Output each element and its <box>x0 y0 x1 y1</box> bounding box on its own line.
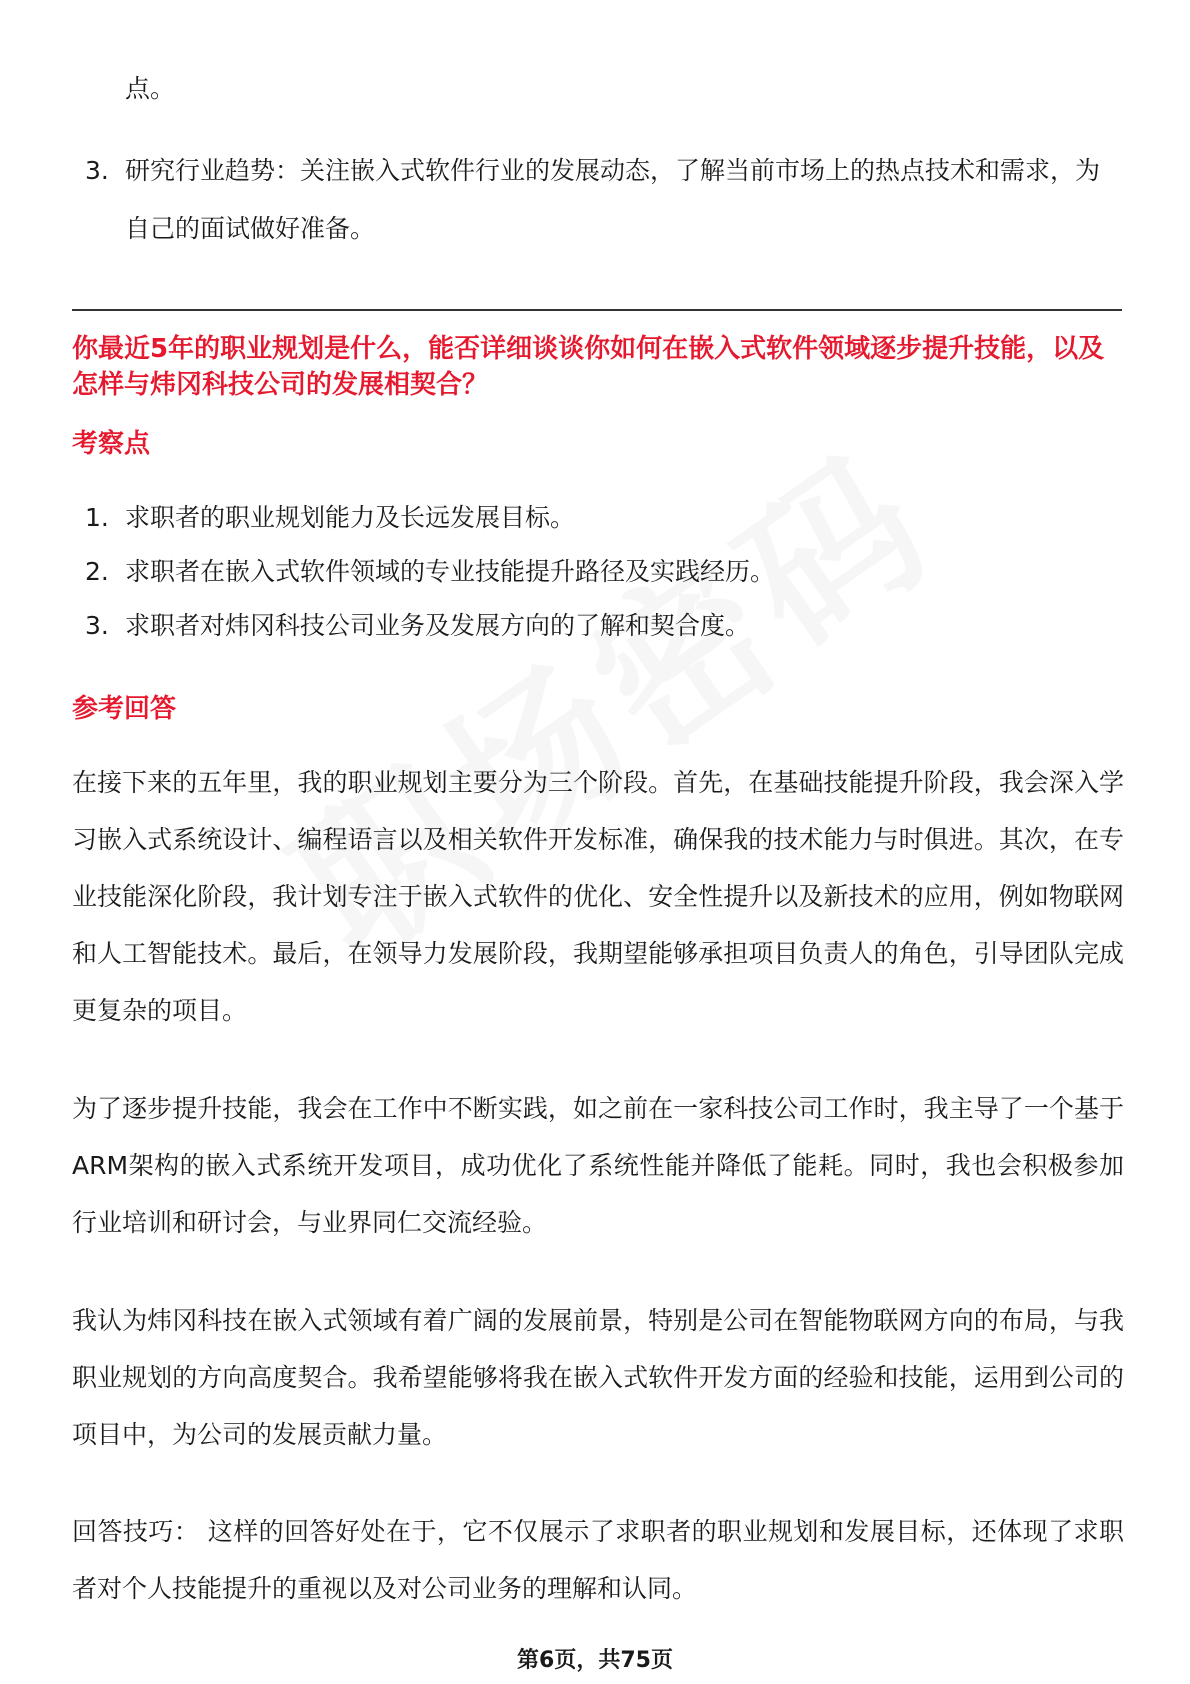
answer-heading: 参考回答 <box>72 694 177 724</box>
list-item-text: 研究行业趋势：关注嵌入式软件行业的发展动态，了解当前市场上的热点技术和需求，为自己的面试做好准备。 <box>125 156 1101 243</box>
list-item-text: 求职者对炜冈科技公司业务及发展方向的了解和契合度。 <box>125 611 751 640</box>
page-footer: 第6页，共75页 <box>517 1648 673 1673</box>
answer-paragraph: 我认为炜冈科技在嵌入式领域有着广阔的发展前景，特别是公司在智能物联网方向的布局，与我职业规划的方向高度契合。我希望能够将我在嵌入式软件开发方面的经验和技能，运用到公司的项目中，为公司的发展贡献力量。 <box>72 1306 1124 1449</box>
answer-paragraph: 为了逐步提升技能，我会在工作中不断实践，如之前在一家科技公司工作时，我主导了一个基于ARM架构的嵌入式系统开发项目，成功优化了系统性能并降低了能耗。同时，我也会积极参加行业培训和研讨会，与业界同仁交流经验。 <box>72 1094 1124 1237</box>
continuation-text: 点。 <box>125 74 176 103</box>
list-item <box>72 545 1122 599</box>
list-item-text: 求职者的职业规划能力及长远发展目标。 <box>125 503 576 532</box>
list-item <box>72 491 1122 545</box>
list-number: 2. <box>85 557 109 586</box>
answer-paragraph: 在接下来的五年里，我的职业规划主要分为三个阶段。首先，在基础技能提升阶段，我会深入学习嵌入式系统设计、编程语言以及相关软件开发标准，确保我的技术能力与时俱进。其次，在专业技能深化阶段，我计划专注于嵌入式软件的优化、安全性提升以及新技术的应用，例如物联网和人工智能技术。最后，在领导力发展阶段，我期望能够承担项目负责人的角色，引导团队完成更复杂的项目。 <box>72 768 1124 1025</box>
section-divider <box>72 309 1122 311</box>
list-item <box>72 142 1122 258</box>
list-number: 3. <box>85 611 109 640</box>
list-item-text: 求职者在嵌入式软件领域的专业技能提升路径及实践经历。 <box>125 557 776 586</box>
focus-list <box>72 491 1122 653</box>
answer-tip-paragraph: 回答技巧： 这样的回答好处在于，它不仅展示了求职者的职业规划和发展目标，还体现了求职者对个人技能提升的重视以及对公司业务的理解和认同。 <box>72 1517 1124 1603</box>
list-number: 1. <box>85 503 109 532</box>
previous-list <box>72 142 1122 258</box>
focus-heading: 考察点 <box>72 429 151 459</box>
list-number: 3. <box>85 156 109 185</box>
interview-question: 你最近5年的职业规划是什么，能否详细谈谈你如何在嵌入式软件领域逐步提升技能，以及怎样与炜冈科技公司的发展相契合？ <box>72 334 1105 400</box>
list-item <box>72 599 1122 653</box>
